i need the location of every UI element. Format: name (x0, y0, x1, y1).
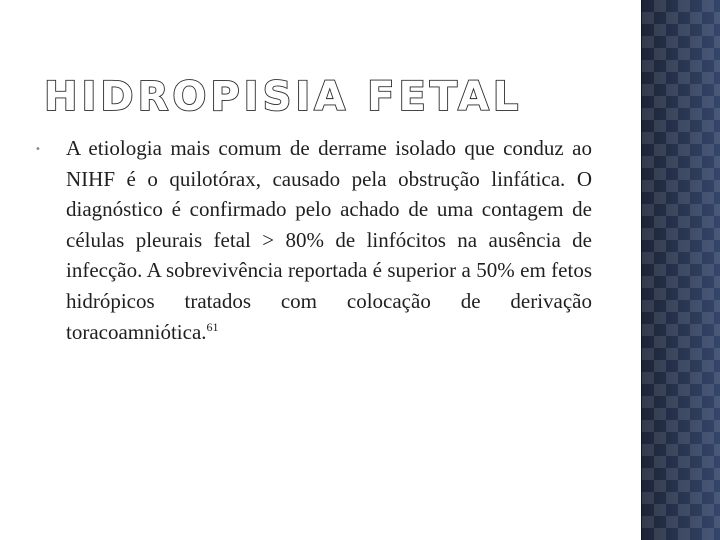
reference-superscript: 61 (206, 319, 219, 334)
side-decorative-band (641, 0, 720, 540)
slide-title: HIDROPISIA FETAL (44, 74, 523, 118)
body-paragraph (66, 133, 592, 347)
slide-title-container (44, 72, 564, 118)
slide-title-graphic (44, 72, 564, 118)
bullet-icon: • (35, 144, 41, 155)
paragraph-text: A etiologia mais comum de derrame isolado que conduz ao NIHF é o quilotórax, causado pela obstrução linfática. O diagnóstico é confirmado pelo achado de uma contagem de células pleurais fetal > 80% de linfócitos na ausência de infecção. A sobrevivência reportada é superior a 50% em fetos hidrópicos tratados com colocação de derivação toracoamniótica. (66, 136, 592, 344)
